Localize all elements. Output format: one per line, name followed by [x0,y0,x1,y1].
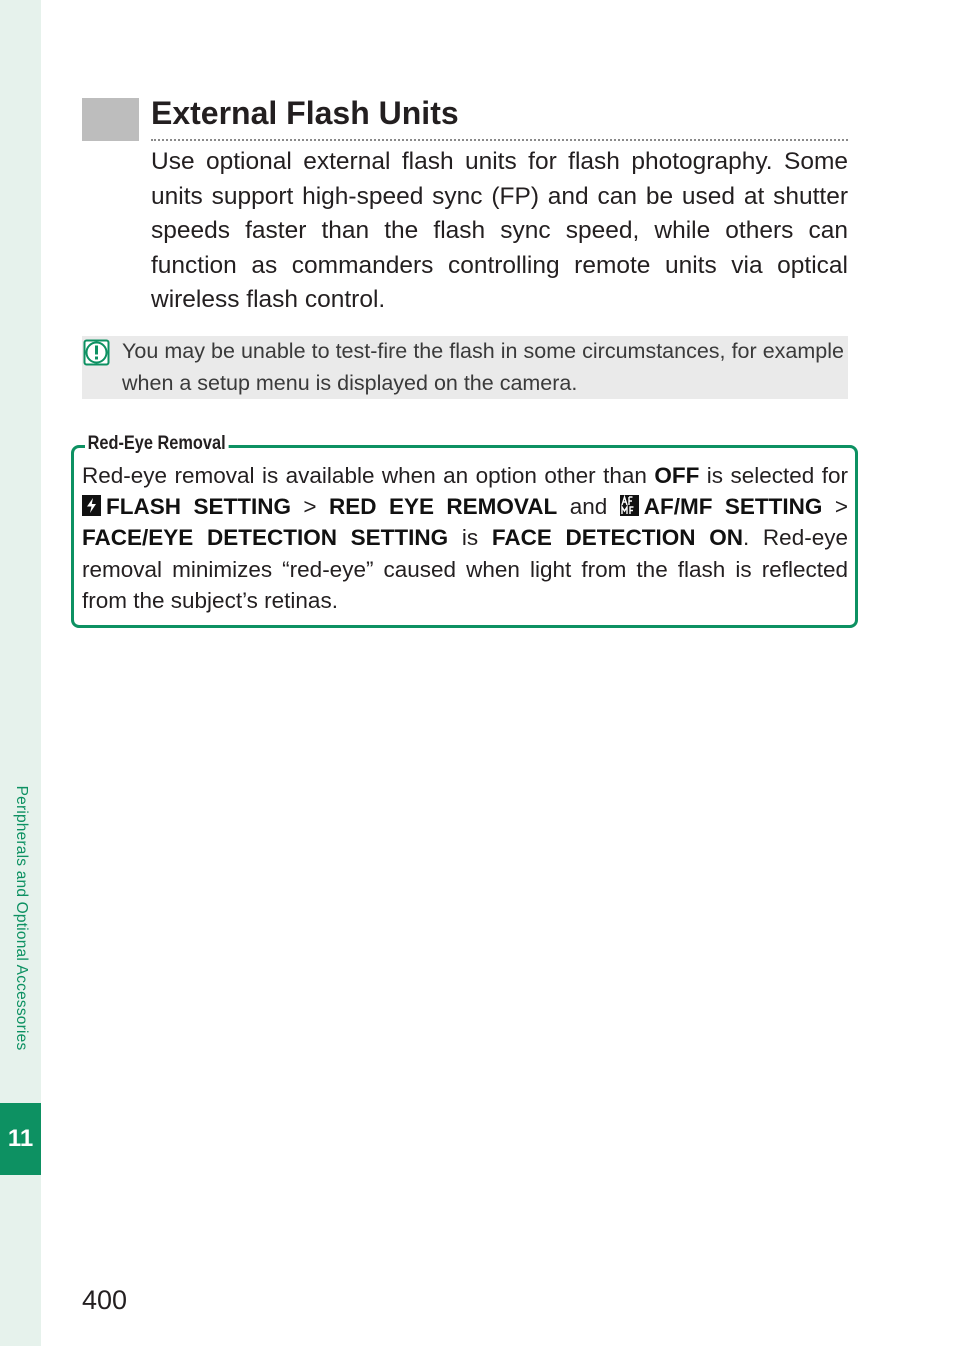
keyword-off: OFF [654,463,700,488]
separator: > [822,494,848,520]
keyword-af-mf-setting: AF/MF SETTING [643,494,823,520]
flash-icon [82,495,101,516]
page-title: External Flash Units [151,95,459,131]
intro-paragraph: Use optional external flash units for flash photography. Some units support high-speed sync (FP) and can be used at shutter speeds faster than the flash sync speed, while others can function as commanders controlling remote units via optical wireless flash control. [151,148,848,313]
separator: > [290,494,329,520]
keyword-face-detection-on: FACE DETECTION ON [491,525,743,551]
text-segment: is selected for [699,463,848,488]
text-segment: and [557,494,620,520]
text-segment: Red-eye removal is available when an option other than [82,463,655,488]
title-divider [151,139,848,141]
text-segment: is [448,525,492,551]
red-eye-box-text [82,460,848,616]
title-square [82,98,139,141]
caution-icon [83,339,110,366]
note-box [82,336,848,399]
note-text: You may be unable to test-fire the flash in some circumstances, for example when a setup menu is displayed on the camera. [122,339,844,395]
red-eye-box-title: Red-Eye Removal [85,433,228,455]
af-mf-icon [620,495,639,516]
chapter-tab: 11 [0,1103,41,1175]
text-segment: . Red-eye removal minimizes “red-eye” caused when light from the flash is reflected from the subject’s retinas. [82,525,848,613]
keyword-flash-setting: FLASH SETTING [106,494,291,520]
keyword-face-eye-detection: FACE/EYE DETECTION SETTING [82,525,449,551]
section-label: Peripherals and Optional Accessories [13,785,30,1051]
keyword-red-eye-removal: RED EYE REMOVAL [329,494,558,520]
page-number: 400 [82,1285,128,1315]
